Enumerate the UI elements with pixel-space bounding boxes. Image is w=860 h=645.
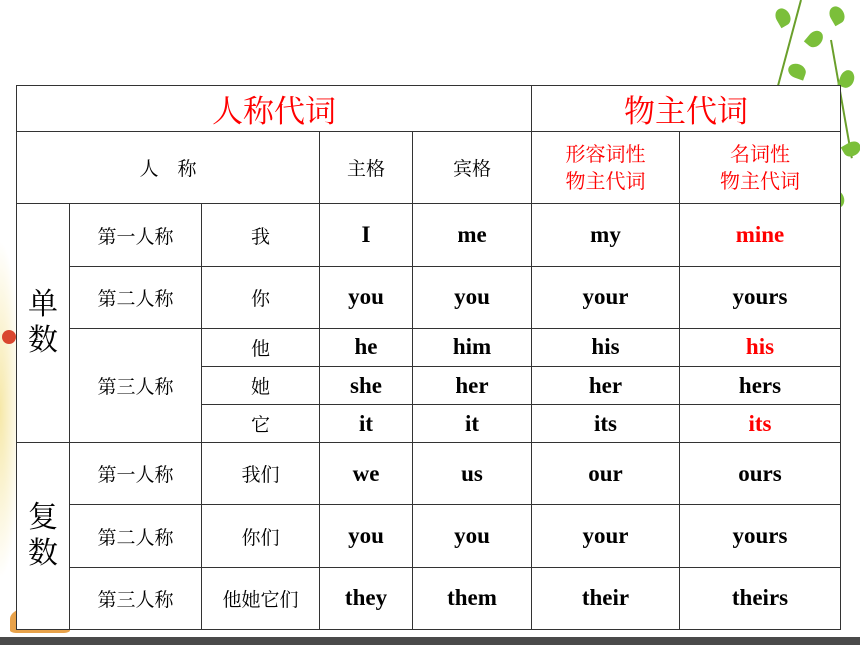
adj-possessive-cell: my xyxy=(532,204,680,266)
noun-possessive-cell: ours xyxy=(680,443,841,505)
objective-header: 宾格 xyxy=(413,132,532,204)
singular-label-line2: 数 xyxy=(28,323,58,359)
table-row xyxy=(17,505,841,567)
object-cell: you xyxy=(413,505,532,567)
possessive-pronouns-header: 物主代词 xyxy=(532,86,841,132)
subject-cell: they xyxy=(320,567,413,629)
person-cell: 第一人称 xyxy=(70,204,202,266)
table-row xyxy=(17,204,841,266)
plural-label-line1: 复 xyxy=(28,500,58,536)
person-cell: 第三人称 xyxy=(70,567,202,629)
chinese-cell: 他她它们 xyxy=(202,567,320,629)
subject-cell: I xyxy=(320,204,413,266)
noun-possessive-line1: 名词性 xyxy=(730,141,790,166)
object-cell: us xyxy=(413,443,532,505)
subject-cell: we xyxy=(320,443,413,505)
noun-possessive-line2: 物主代词 xyxy=(720,168,800,193)
noun-possessive-cell: theirs xyxy=(680,567,841,629)
adjective-possessive-line1: 形容词性 xyxy=(565,141,646,166)
chinese-cell: 我们 xyxy=(202,443,320,505)
subject-cell: it xyxy=(320,405,413,443)
adj-possessive-cell: his xyxy=(532,328,680,366)
person-cell: 第三人称 xyxy=(70,328,202,442)
personal-pronouns-header: 人称代词 xyxy=(17,86,532,132)
noun-possessive-cell: yours xyxy=(680,266,841,328)
object-cell: them xyxy=(413,567,532,629)
adj-possessive-cell: your xyxy=(532,505,680,567)
object-cell: him xyxy=(413,328,532,366)
adjective-possessive-line2: 物主代词 xyxy=(565,168,646,193)
noun-possessive-cell: mine xyxy=(680,204,841,266)
flower-decoration xyxy=(2,330,16,344)
noun-possessive-cell: its xyxy=(680,405,841,443)
noun-possessive-cell: his xyxy=(680,328,841,366)
subject-cell: you xyxy=(320,505,413,567)
chinese-cell: 你们 xyxy=(202,505,320,567)
chinese-cell: 它 xyxy=(202,405,320,443)
nominative-header: 主格 xyxy=(320,132,413,204)
chinese-cell: 我 xyxy=(202,204,320,266)
table-row xyxy=(17,266,841,328)
person-cell: 第二人称 xyxy=(70,266,202,328)
adj-possessive-cell: our xyxy=(532,443,680,505)
noun-possessive-cell: hers xyxy=(680,366,841,404)
table-row xyxy=(17,443,841,505)
table-row xyxy=(17,567,841,629)
plural-label xyxy=(17,443,70,630)
chinese-cell: 你 xyxy=(202,266,320,328)
noun-possessive-cell: yours xyxy=(680,505,841,567)
adjective-possessive-header xyxy=(532,132,680,204)
object-cell: you xyxy=(413,266,532,328)
bottom-bar-decoration xyxy=(0,637,860,645)
subject-cell: she xyxy=(320,366,413,404)
person-cell: 第一人称 xyxy=(70,443,202,505)
plural-label-line2: 数 xyxy=(28,536,58,572)
chinese-cell: 他 xyxy=(202,328,320,366)
adj-possessive-cell: their xyxy=(532,567,680,629)
singular-label xyxy=(17,204,70,443)
header-row-1 xyxy=(17,86,841,132)
person-cell: 第二人称 xyxy=(70,505,202,567)
adj-possessive-cell: her xyxy=(532,366,680,404)
subject-cell: you xyxy=(320,266,413,328)
header-row-2 xyxy=(17,132,841,204)
singular-label-line1: 单 xyxy=(28,287,58,323)
object-cell: it xyxy=(413,405,532,443)
object-cell: me xyxy=(413,204,532,266)
adj-possessive-cell: your xyxy=(532,266,680,328)
chinese-cell: 她 xyxy=(202,366,320,404)
subject-cell: he xyxy=(320,328,413,366)
table-row xyxy=(17,328,841,366)
adj-possessive-cell: its xyxy=(532,405,680,443)
noun-possessive-header xyxy=(680,132,841,204)
person-header: 人 称 xyxy=(17,132,320,204)
pronoun-table xyxy=(16,85,841,630)
object-cell: her xyxy=(413,366,532,404)
